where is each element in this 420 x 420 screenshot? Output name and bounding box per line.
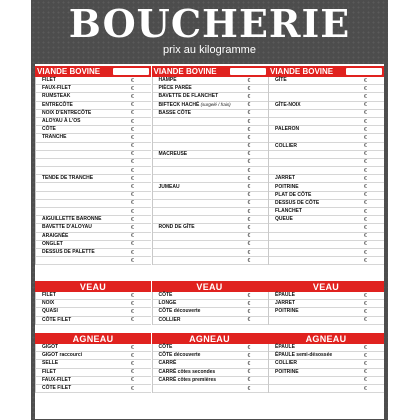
price-row — [269, 360, 384, 368]
price-row — [153, 200, 268, 208]
cut-name: POITRINE — [275, 183, 299, 190]
price-sheet — [35, 64, 384, 419]
euro-sign: € — [247, 308, 251, 315]
euro-sign: € — [364, 151, 367, 158]
cut-name: BAVETTE DE FLANCHET — [158, 93, 219, 100]
cut-name: CÔTE — [158, 344, 173, 351]
cut-name: COLLIER — [275, 360, 297, 367]
euro-sign: € — [131, 151, 134, 158]
euro-sign: € — [364, 308, 367, 315]
cut-name: LONGE — [158, 300, 177, 307]
cut-name: JARRET — [275, 300, 296, 307]
bovine-column — [35, 66, 151, 265]
cut-name: ARAIGNÉE — [42, 232, 69, 239]
price-row — [36, 300, 151, 308]
price-row — [153, 257, 268, 265]
euro-sign: € — [131, 308, 134, 315]
header-blank-box — [113, 68, 149, 75]
price-row — [269, 110, 384, 118]
cut-name: CARRÉ — [158, 360, 177, 367]
euro-sign: € — [364, 126, 367, 133]
price-row — [153, 167, 268, 175]
euro-sign: € — [247, 118, 251, 125]
price-row — [36, 183, 151, 191]
euro-sign: € — [364, 300, 367, 307]
cut-name: CÔTE FILET — [42, 316, 72, 323]
cut-name: FLANCHET — [275, 208, 302, 215]
section-label: VIANDE BOVINE — [37, 67, 101, 76]
euro-sign: € — [364, 192, 367, 199]
price-row — [36, 126, 151, 134]
price-row — [269, 102, 384, 110]
price-row — [269, 159, 384, 167]
cut-name: DESSUS DE PALETTE — [42, 249, 95, 256]
price-row — [36, 216, 151, 224]
cut-name: CARRÉ côtes premières — [158, 376, 217, 383]
agneau-header-band — [35, 333, 151, 344]
cut-name: PALERON — [275, 126, 300, 133]
euro-sign: € — [247, 159, 251, 166]
price-row — [269, 126, 384, 134]
section-label: VEAU — [312, 281, 340, 292]
section-label: VIANDE BOVINE — [270, 67, 334, 76]
price-row — [36, 118, 151, 126]
euro-sign: € — [131, 85, 134, 92]
euro-sign: € — [247, 200, 251, 207]
cut-name: TRANCHE — [42, 134, 67, 141]
euro-sign: € — [247, 344, 251, 351]
euro-sign: € — [247, 143, 251, 150]
price-row — [269, 300, 384, 308]
cut-name: FILET — [42, 368, 56, 375]
price-row — [269, 175, 384, 183]
euro-sign: € — [364, 377, 367, 384]
euro-sign: € — [247, 300, 251, 307]
price-row — [153, 143, 268, 151]
cut-name: BASSE CÔTE — [158, 109, 192, 116]
euro-sign: € — [364, 175, 367, 182]
price-row — [153, 224, 268, 232]
euro-sign: € — [247, 93, 251, 100]
header-blank-box — [230, 68, 266, 75]
price-row — [153, 317, 268, 325]
euro-sign: € — [247, 102, 251, 109]
price-row — [153, 77, 268, 85]
euro-sign: € — [247, 352, 251, 359]
euro-sign: € — [131, 192, 134, 199]
euro-sign: € — [131, 134, 134, 141]
euro-sign: € — [364, 257, 367, 264]
euro-sign: € — [131, 200, 134, 207]
euro-sign: € — [247, 369, 251, 376]
price-row — [36, 292, 151, 300]
price-row — [36, 360, 151, 368]
euro-sign: € — [247, 224, 251, 231]
euro-sign: € — [131, 385, 134, 392]
veau-column — [35, 281, 151, 325]
price-row — [269, 257, 384, 265]
price-row — [36, 175, 151, 183]
euro-sign: € — [364, 352, 367, 359]
euro-sign: € — [131, 344, 134, 351]
euro-sign: € — [131, 241, 134, 248]
price-row — [269, 308, 384, 316]
price-row — [153, 241, 268, 249]
euro-sign: € — [364, 216, 367, 223]
section-label: VEAU — [79, 281, 107, 292]
cut-name: RUMSTEAK — [42, 93, 71, 100]
cut-name: ONGLET — [42, 240, 63, 247]
euro-sign: € — [131, 184, 134, 191]
euro-sign: € — [364, 292, 367, 299]
price-row — [36, 249, 151, 257]
price-row — [269, 369, 384, 377]
cut-name: CARRÉ côtes secondes — [158, 368, 216, 375]
euro-sign: € — [364, 134, 367, 141]
price-row — [153, 102, 268, 110]
cut-name: ÉPAULE semi-désossée — [275, 352, 333, 359]
bovine-header-band — [152, 66, 268, 77]
cut-name: ÉPAULE — [275, 344, 295, 351]
price-row — [269, 317, 384, 325]
price-row — [269, 77, 384, 85]
euro-sign: € — [364, 360, 367, 367]
euro-sign: € — [247, 249, 251, 256]
euro-sign: € — [131, 93, 134, 100]
cut-name: GIGOT — [42, 344, 59, 351]
euro-sign: € — [131, 300, 134, 307]
veau-header-band — [152, 281, 268, 292]
price-row — [36, 85, 151, 93]
euro-sign: € — [247, 110, 251, 117]
price-row — [36, 192, 151, 200]
cut-name: COLLIER — [275, 142, 297, 149]
euro-sign: € — [364, 118, 367, 125]
euro-sign: € — [364, 344, 367, 351]
euro-sign: € — [131, 175, 134, 182]
price-row — [269, 208, 384, 216]
euro-sign: € — [247, 192, 251, 199]
price-row — [36, 134, 151, 142]
agneau-column — [268, 333, 384, 393]
price-row — [36, 377, 151, 385]
cut-name: QUASI — [42, 308, 58, 315]
section-label: VEAU — [196, 281, 223, 292]
price-row — [153, 175, 268, 183]
cut-name: QUEUE — [275, 216, 293, 223]
price-row — [153, 151, 268, 159]
section-agneau — [35, 333, 384, 393]
euro-sign: € — [247, 184, 251, 191]
price-row — [153, 183, 268, 191]
euro-sign: € — [364, 184, 367, 191]
veau-header-band — [268, 281, 384, 292]
cut-name: ÉPAULE — [275, 292, 295, 299]
euro-sign: € — [364, 77, 367, 84]
price-row — [36, 308, 151, 316]
price-row — [153, 308, 268, 316]
euro-sign: € — [131, 167, 134, 174]
euro-sign: € — [131, 352, 134, 359]
agneau-header-band — [152, 333, 268, 344]
euro-sign: € — [247, 77, 251, 84]
cut-name: NOIX D'ENTRECÔTE — [42, 109, 92, 116]
cut-name: FILET — [42, 292, 56, 299]
section-veau — [35, 281, 384, 325]
cut-name: HAMPE — [158, 77, 177, 84]
agneau-column — [35, 333, 151, 393]
price-row — [36, 159, 151, 167]
cut-name: CÔTE — [42, 126, 56, 133]
cut-name: SELLE — [42, 360, 59, 367]
price-row — [153, 377, 268, 385]
price-row — [269, 167, 384, 175]
euro-sign: € — [131, 377, 134, 384]
euro-sign: € — [131, 369, 134, 376]
price-row — [269, 344, 384, 352]
cut-name: CÔTE FILET — [42, 385, 72, 392]
price-row — [153, 192, 268, 200]
euro-sign: € — [364, 317, 367, 324]
euro-sign: € — [364, 233, 367, 240]
cut-name: GÎTE-NOIX — [275, 101, 301, 108]
euro-sign: € — [247, 175, 251, 182]
price-row — [36, 344, 151, 352]
euro-sign: € — [131, 216, 134, 223]
euro-sign: € — [131, 126, 134, 133]
price-row — [153, 126, 268, 134]
euro-sign: € — [131, 317, 134, 324]
euro-sign: € — [364, 167, 367, 174]
price-row — [36, 200, 151, 208]
cut-name: BIFTECK HACHÉ (surgelé / frais) — [158, 102, 231, 109]
cut-name: PLAT DE CÔTE — [275, 191, 312, 198]
price-row — [36, 110, 151, 118]
cut-name: GÎTE — [275, 77, 287, 84]
euro-sign: € — [247, 257, 251, 264]
price-row — [269, 216, 384, 224]
euro-sign: € — [131, 257, 134, 264]
price-row — [36, 385, 151, 393]
price-row — [269, 85, 384, 93]
price-row — [36, 369, 151, 377]
euro-sign: € — [364, 224, 367, 231]
agneau-column — [152, 333, 268, 393]
euro-sign: € — [247, 126, 251, 133]
veau-column — [268, 281, 384, 325]
euro-sign: € — [247, 134, 251, 141]
cut-name: BAVETTE D'ALOYAU — [42, 224, 92, 231]
euro-sign: € — [247, 317, 251, 324]
price-row — [269, 385, 384, 393]
cut-name: AIGUILLETTE BARONNE — [42, 216, 102, 223]
bovine-column — [268, 66, 384, 265]
price-row — [269, 292, 384, 300]
price-row — [153, 385, 268, 393]
header-blank-box — [346, 68, 382, 75]
euro-sign: € — [131, 110, 134, 117]
cut-name: NOIX — [42, 300, 55, 307]
price-row — [269, 377, 384, 385]
cut-name: COLLIER — [158, 316, 181, 323]
agneau-header-band — [268, 333, 384, 344]
section-label: AGNEAU — [189, 333, 230, 344]
page-subtitle: prix au kilogramme — [163, 44, 256, 56]
euro-sign: € — [131, 159, 134, 166]
cut-name: TENDE DE TRANCHE — [42, 175, 94, 182]
price-row — [153, 233, 268, 241]
cut-name: FAUX-FILET — [42, 85, 71, 92]
cut-name: FAUX-FILET — [42, 376, 71, 383]
price-row — [36, 257, 151, 265]
price-row — [269, 134, 384, 142]
euro-sign: € — [247, 208, 251, 215]
cut-note: (surgelé / frais) — [199, 102, 231, 108]
price-row — [269, 143, 384, 151]
bovine-header-band — [268, 66, 384, 77]
euro-sign: € — [364, 200, 367, 207]
price-row — [153, 292, 268, 300]
cut-name: GIGOT raccourci — [42, 352, 83, 359]
euro-sign: € — [364, 143, 367, 150]
cut-name: CÔTE découverte — [158, 308, 201, 315]
section-viande-bovine — [35, 66, 384, 265]
price-row — [153, 344, 268, 352]
euro-sign: € — [364, 110, 367, 117]
cut-name: DESSUS DE CÔTE — [275, 199, 320, 206]
euro-sign: € — [131, 249, 134, 256]
price-row — [153, 134, 268, 142]
cut-name: PIÈCE PARÉE — [158, 85, 192, 92]
price-row — [36, 102, 151, 110]
price-row — [269, 352, 384, 360]
cut-name: FILET — [42, 77, 56, 84]
page-title: BOUCHERIE — [68, 1, 351, 46]
euro-sign: € — [131, 77, 134, 84]
price-row — [36, 93, 151, 101]
price-row — [269, 241, 384, 249]
veau-column — [152, 281, 268, 325]
euro-sign: € — [131, 118, 134, 125]
euro-sign: € — [247, 233, 251, 240]
section-label: AGNEAU — [305, 333, 347, 344]
cut-name: JARRET — [275, 175, 296, 182]
euro-sign: € — [247, 216, 251, 223]
euro-sign: € — [247, 360, 251, 367]
bovine-header-band — [35, 66, 151, 77]
price-row — [36, 233, 151, 241]
euro-sign: € — [364, 85, 367, 92]
price-row — [36, 143, 151, 151]
price-row — [36, 167, 151, 175]
price-row — [153, 159, 268, 167]
euro-sign: € — [131, 102, 134, 109]
cut-name: CÔTE — [158, 292, 173, 299]
price-row — [269, 183, 384, 191]
price-row — [269, 151, 384, 159]
price-row — [269, 249, 384, 257]
price-row — [153, 360, 268, 368]
price-row — [269, 93, 384, 101]
euro-sign: € — [364, 159, 367, 166]
euro-sign: € — [131, 143, 134, 150]
cut-name: MACREUSE — [158, 150, 188, 157]
euro-sign: € — [364, 102, 367, 109]
price-row — [36, 241, 151, 249]
cut-name: ENTRECÔTE — [42, 101, 73, 108]
euro-sign: € — [247, 167, 251, 174]
chalkboard — [31, 0, 388, 420]
price-row — [269, 233, 384, 241]
veau-header-band — [35, 281, 151, 292]
cut-name: POITRINE — [275, 308, 299, 315]
cut-name: JUMEAU — [158, 183, 180, 190]
euro-sign: € — [247, 151, 251, 158]
cut-name: CÔTE découverte — [158, 352, 201, 359]
price-row — [153, 85, 268, 93]
cut-name: ALOYAU À L'OS — [42, 118, 81, 125]
euro-sign: € — [247, 385, 251, 392]
price-row — [36, 352, 151, 360]
price-row — [269, 224, 384, 232]
price-row — [269, 118, 384, 126]
price-row — [36, 208, 151, 216]
price-row — [153, 110, 268, 118]
euro-sign: € — [131, 208, 134, 215]
price-row — [153, 369, 268, 377]
euro-sign: € — [247, 85, 251, 92]
price-row — [269, 192, 384, 200]
euro-sign: € — [247, 377, 251, 384]
section-label: VIANDE BOVINE — [153, 67, 217, 76]
price-row — [269, 200, 384, 208]
euro-sign: € — [131, 292, 134, 299]
cut-name: POITRINE — [275, 368, 299, 375]
euro-sign: € — [364, 385, 367, 392]
euro-sign: € — [131, 224, 134, 231]
euro-sign: € — [364, 208, 367, 215]
bovine-column — [152, 66, 268, 265]
section-label: AGNEAU — [72, 333, 114, 344]
price-row — [153, 249, 268, 257]
euro-sign: € — [131, 233, 134, 240]
price-row — [36, 224, 151, 232]
price-row — [153, 118, 268, 126]
euro-sign: € — [364, 241, 367, 248]
euro-sign: € — [247, 241, 251, 248]
euro-sign: € — [364, 93, 367, 100]
price-row — [153, 208, 268, 216]
euro-sign: € — [131, 360, 134, 367]
price-row — [36, 151, 151, 159]
euro-sign: € — [364, 249, 367, 256]
price-row — [36, 77, 151, 85]
euro-sign: € — [364, 369, 367, 376]
cut-name: ROND DE GÎTE — [158, 224, 195, 231]
price-row — [36, 317, 151, 325]
euro-sign: € — [247, 292, 251, 299]
